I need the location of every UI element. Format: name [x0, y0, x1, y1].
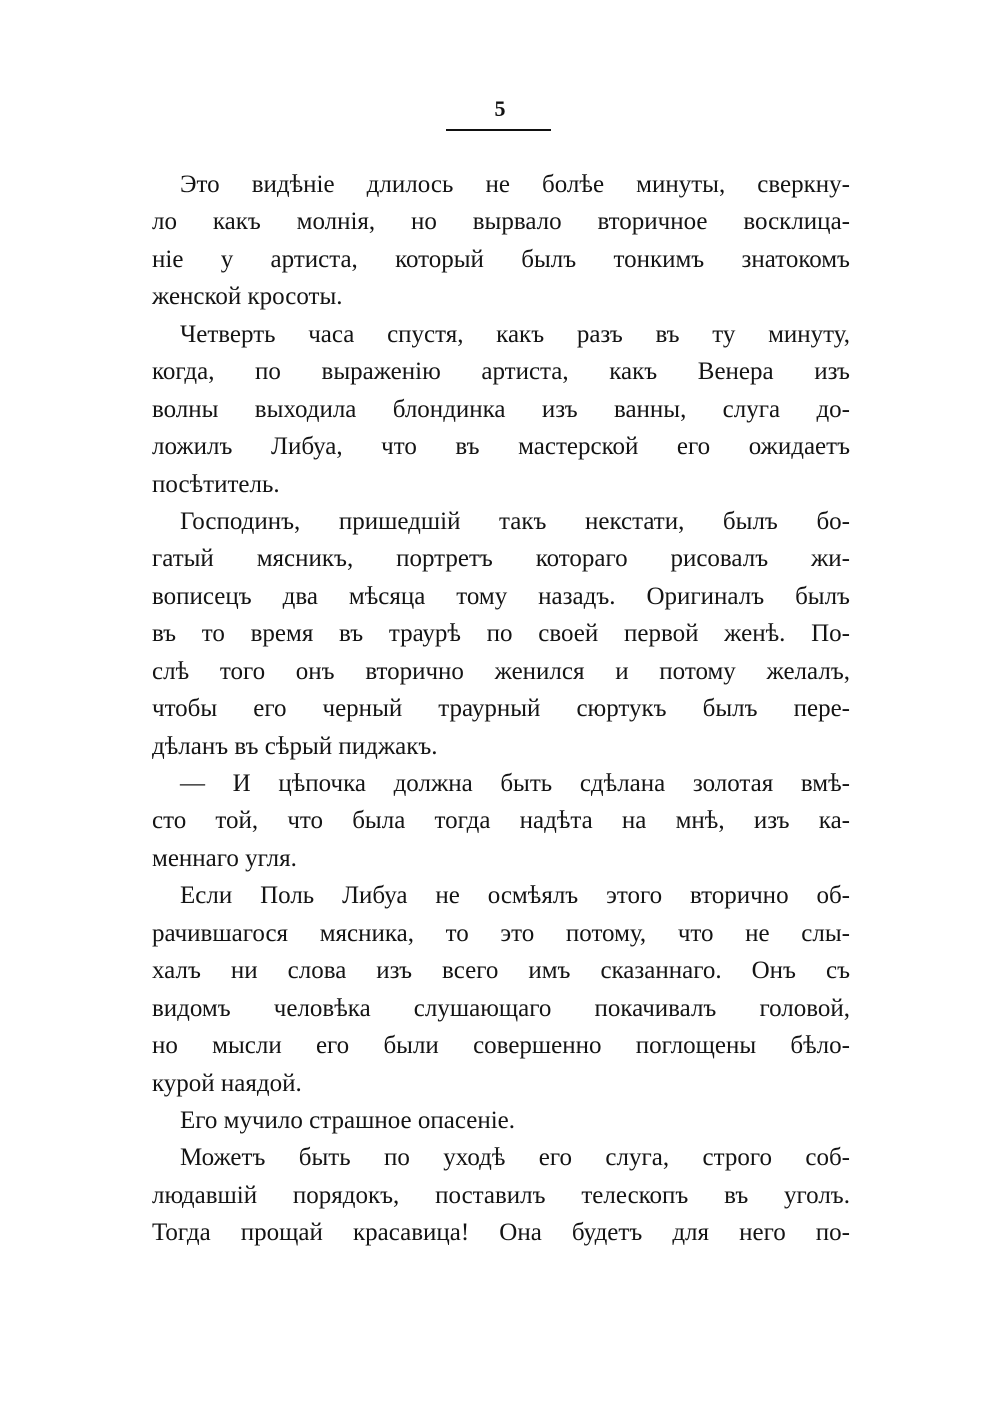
text-line: посѣтитель.: [152, 470, 280, 498]
text-line: когда, по выраженію артиста, какъ Венера изъ: [152, 358, 850, 386]
paragraph: [152, 765, 850, 877]
text-line: Четверть часа спустя, какъ разъ въ ту минуту,: [180, 320, 850, 348]
text-line: слѣ того онъ вторично женился и потому желалъ,: [152, 657, 850, 685]
text-line: но мысли его были совершенно поглощены бѣло-: [152, 1032, 850, 1060]
text-line: халъ ни слова изъ всего имъ сказаннаго. Онъ съ: [152, 957, 850, 985]
text-line: Его мучило страшное опасеніе.: [180, 1106, 515, 1134]
text-line: курой наядой.: [152, 1069, 302, 1097]
text-line: женской кросоты.: [152, 283, 343, 311]
page-number: 5: [494, 96, 506, 121]
text-line: Тогда прощай красавица! Она будетъ для него по-: [152, 1219, 850, 1247]
paragraph: [152, 166, 850, 316]
text-line: Если Поль Либуа не осмѣялъ этого вторично об-: [180, 882, 850, 910]
paragraph: [152, 1139, 850, 1251]
text-line: рачившагося мясника, то это потому, что не слы-: [152, 919, 850, 947]
text-line: ложилъ Либуа, что въ мастерской его ожидаетъ: [152, 433, 850, 461]
text-line: волны выходила блондинка изъ ванны, слуга до-: [152, 395, 850, 423]
text-line: Можетъ быть по уходѣ его слуга, строго соб-: [180, 1144, 850, 1172]
paragraph: [152, 503, 850, 765]
paragraph: [152, 1102, 850, 1139]
text-line: видомъ человѣка слушающаго покачивалъ головой,: [152, 994, 850, 1022]
text-line: вописецъ два мѣсяца тому назадъ. Оригиналъ былъ: [152, 582, 850, 610]
text-line: меннаго угля.: [152, 844, 297, 872]
paragraph: [152, 316, 850, 503]
text-line: въ то время въ траурѣ по своей первой женѣ. По-: [152, 620, 850, 648]
text-line: Господинъ, пришедшій такъ некстати, былъ бо-: [180, 507, 850, 535]
text-line: — И цѣпочка должна быть сдѣлана золотая вмѣ-: [180, 770, 850, 797]
text-line: ніе у артиста, который былъ тонкимъ знатокомъ: [152, 245, 850, 273]
text-line: гатый мясникъ, портретъ котораго рисовалъ жи-: [152, 545, 850, 573]
paragraph: [152, 877, 850, 1102]
text-line: чтобы его черный траурный сюртукъ былъ пере-: [152, 695, 850, 723]
text-line: ло какъ молнія, но вырвало вторичное восклица-: [152, 208, 850, 236]
text-line: Это видѣніе длилось не болѣе минуты, сверкну-: [180, 171, 850, 198]
text-line: сто той, что была тогда надѣта на мнѣ, изъ ка-: [152, 807, 850, 835]
text-line: людавшій порядокъ, поставилъ телескопъ въ уголъ.: [152, 1181, 850, 1209]
text-line: дѣланъ въ сѣрый пиджакъ.: [152, 732, 438, 760]
text-body: [152, 166, 850, 1252]
header-rule: [446, 129, 551, 131]
